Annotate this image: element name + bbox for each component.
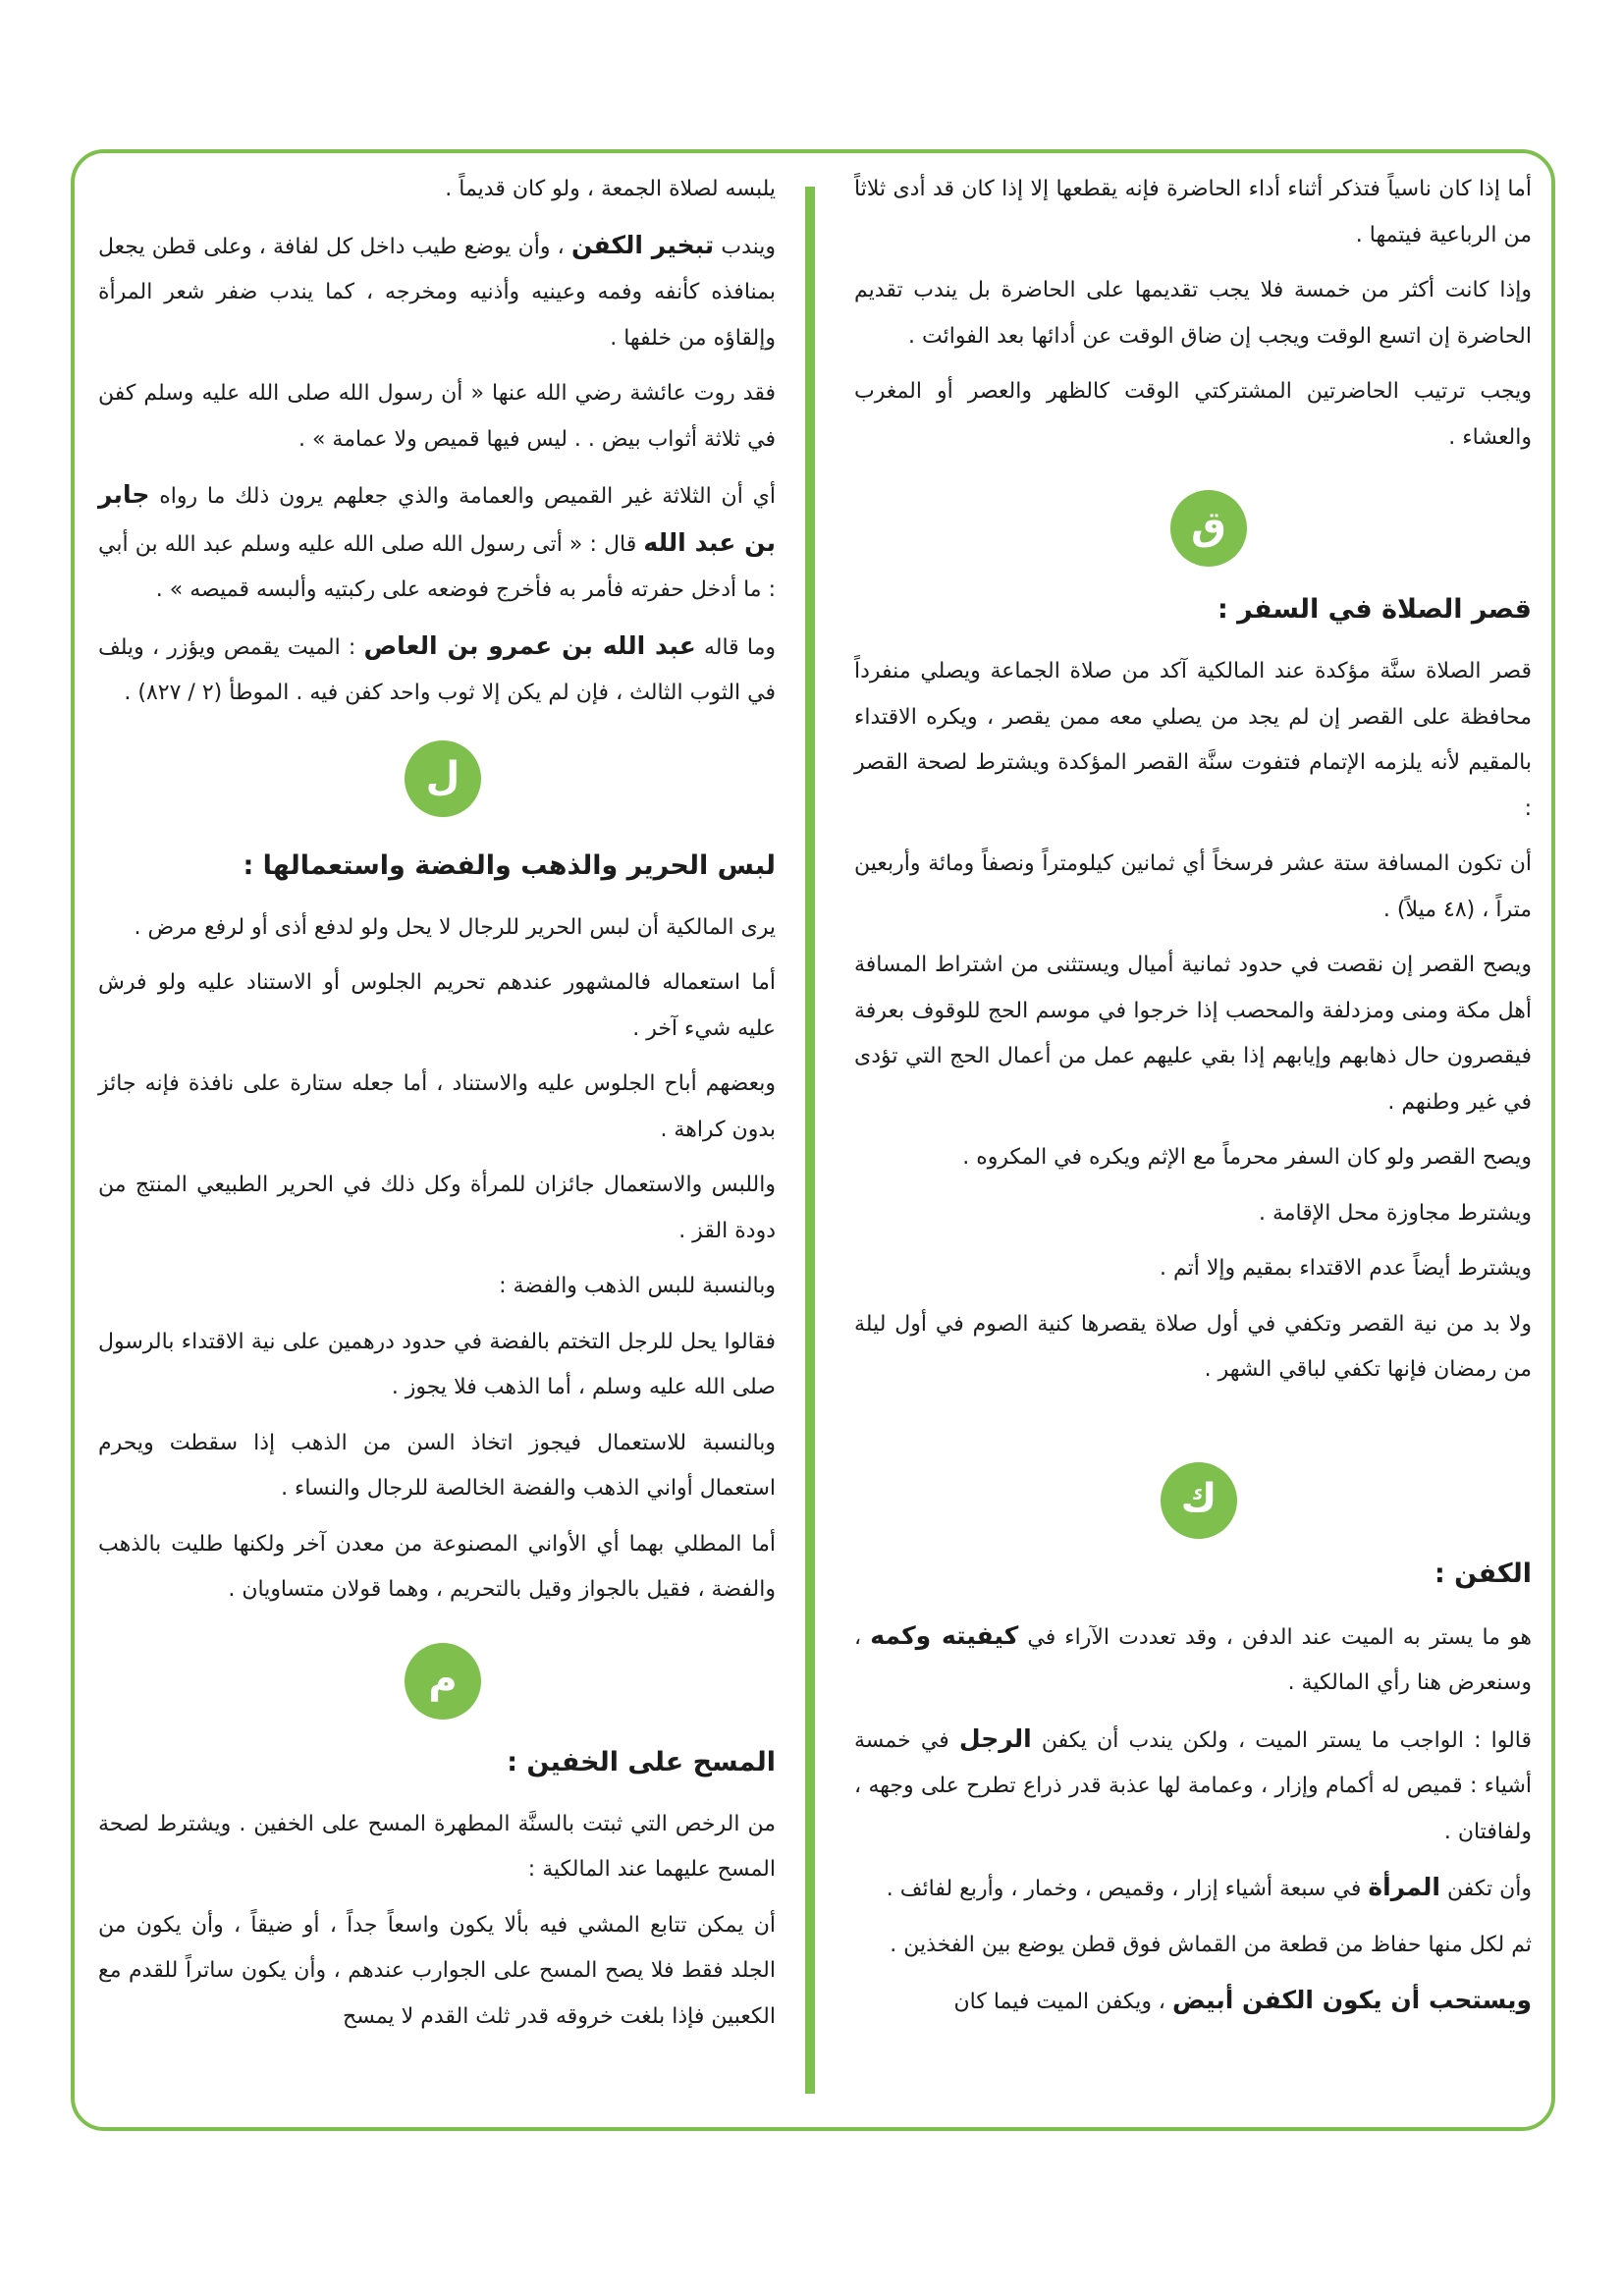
- section-marker: [854, 1403, 1532, 1551]
- paragraph: أن يمكن تتابع المشي فيه بألا يكون واسعاً جداً ، أو ضيقاً ، وأن يكون من الجلد فقط فلا يصح المسح على الجوارب عندهم ، وأن يكون ساتراً للقدم مع الكعبين فإذا بلغت خروقه قدر ثلث القدم لا يمسح: [98, 1912, 776, 2029]
- paragraph: يلبسه لصلاة الجمعة ، ولو كان قديماً .: [445, 177, 776, 201]
- paragraph: ويصح القصر إن نقصت في حدود ثمانية أميال ويستثنى من اشتراط المسافة أهل مكة ومنى ومزدلفة والمحصب إذا خرجوا في موسم الحج للوقوف بعرفة فيقصرون حال ذهابهم وإيابهم إذا بقي عليهم عمل من أعمال الحج التي تؤدى في غير وطنهم .: [854, 953, 1532, 1115]
- paragraph: ويشترط أيضاً عدم الاقتداء بمقيم وإلا أتم .: [1160, 1256, 1532, 1281]
- paragraph: أما استعماله فالمشهور عندهم تحريم الجلوس أو الاستناد عليه ولو فرش عليه شيء آخر .: [98, 970, 776, 1041]
- paragraph: ويندب تبخير الكفن ، وأن يوضع طيب داخل كل لفافة ، وعلى قطن يجعل بمنافذه كأنفه وفمه وعينيه وأذنيه ومخرجه ، كما يندب ضفر شعر المرأة وإلقاؤه من خلفها .: [98, 230, 777, 351]
- letter-badge-mim: م: [405, 1643, 481, 1720]
- paragraph: ويشترط مجاوزة محل الإقامة .: [1258, 1200, 1532, 1226]
- section-heading-masah: المسح على الخفين :: [507, 1746, 776, 1777]
- paragraph: وبالنسبة للاستعمال فيجوز اتخاذ السن من الذهب إذا سقطت ويحرم استعمال أواني الذهب والفضة الخالصة للرجال والنساء .: [98, 1430, 776, 1501]
- section-marker: [98, 727, 776, 843]
- paragraph: أما المطلي بهما أي الأواني المصنوعة من معدن آخر ولكنها طليت بالذهب والفضة ، فقيل بالجواز وقيل بالتحريم ، وهما قولان متساويان .: [98, 1531, 776, 1602]
- paragraph: وإذا كانت أكثر من خمسة فلا يجب تقديمها على الحاضرة بل يندب تقديم الحاضرة إن اتسع الوقت ويجب إن ضاق الوقت عن أدائها بعد الفوائت .: [854, 278, 1532, 349]
- paragraph: وبالنسبة للبس الذهب والفضة :: [499, 1274, 776, 1298]
- paragraph: أن تكون المسافة ستة عشر فرسخاً أي ثمانين كيلومتراً ونصفاً ومائة وأربعين متراً ، (٤٨ ميلاً) .: [854, 851, 1532, 922]
- right-column: [854, 167, 1532, 2036]
- left-column: [98, 167, 776, 2050]
- paragraph: ثم لكل منها حفاظ من قطعة من القماش فوق قطن يوضع بين الفخذين .: [890, 1932, 1532, 1957]
- letter-badge-qaf: ق: [1170, 490, 1247, 567]
- paragraph: من الرخص التي ثبتت بالسنَّة المطهرة المسح على الخفين . ويشترط لصحة المسح عليهما عند المالكية :: [98, 1811, 776, 1882]
- section-marker: [98, 1623, 776, 1739]
- paragraph: قالوا : الواجب ما يستر الميت ، ولكن يندب أن يكفن الرجل في خمسة أشياء : قميص له أكمام وإزار ، وعمامة لها عذبة قدر ذراع تطرح على وجهه ، ولفافتان .: [854, 1723, 1533, 1844]
- paragraph: ويستحب أن يكون الكفن أبيض ، ويكفن الميت فيما كان: [953, 1986, 1532, 2014]
- letter-badge-lam: ل: [405, 740, 481, 817]
- section-heading-kafan: الكفن :: [1434, 1558, 1532, 1589]
- section-heading-qasr: قصر الصلاة في السفر :: [1217, 594, 1532, 625]
- paragraph: أي أن الثلاثة غير القميص والعمامة والذي جعلهم يرون ذلك ما رواه جابر بن عبد الله قال : « أتى رسول الله صلى الله عليه وسلم عبد الله بن أبي : ما أدخل حفرته فأمر به فأخرج فوضعه على ركبتيه وألبسه قميصه » .: [98, 480, 777, 602]
- paragraph: فقالوا يحل للرجل التختم بالفضة في حدود درهمين على نية الاقتداء بالرسول صلى الله عليه وسلم ، أما الذهب فلا يجوز .: [98, 1329, 776, 1399]
- paragraph: قصر الصلاة سنَّة مؤكدة عند المالكية آكد من صلاة الجماعة ويصلي منفرداً محافظة على القصر إن لم يجد من يصلي معه ممن يقصر ، ويكره الاقتداء بالمقيم لأنه يلزمه الإتمام فتفوت سنَّة القصر المؤكدة ويشترط لصحة القصر :: [854, 659, 1532, 821]
- paragraph: ويجب ترتيب الحاضرتين المشتركتي الوقت كالظهر والعصر أو المغرب والعشاء .: [854, 379, 1532, 450]
- column-divider: [805, 187, 815, 2094]
- paragraph: وأن تكفن المرأة في سبعة أشياء إزار ، وقميص ، وخمار ، وأربع لفائف .: [886, 1873, 1532, 1901]
- paragraph: أما إذا كان ناسياً فتذكر أثناء أداء الحاضرة فإنه يقطعها إلا إذا كان قد أدى ثلاثاً من الرباعية فيتمها .: [854, 177, 1532, 247]
- paragraph: وما قاله عبد الله بن عمرو بن العاص : الميت يقمص ويؤزر ، ويلف في الثوب الثالث ، فإن لم يكن إلا ثوب واحد كفن فيه . الموطأ (٢ / ٨٢٧) .: [98, 630, 776, 705]
- paragraph: فقد روت عائشة رضي الله عنها « أن رسول الله صلى الله عليه وسلم كفن في ثلاثة أثواب بيض . . ليس فيها قميص ولا عمامة » .: [98, 381, 776, 452]
- paragraph: وبعضهم أباح الجلوس عليه والاستناد ، أما جعله ستارة على نافذة فإنه جائز بدون كراهة .: [98, 1071, 776, 1142]
- paragraph: واللبس والاستعمال جائزان للمرأة وكل ذلك في الحرير الطبيعي المنتج من دودة القز .: [98, 1173, 776, 1243]
- letter-badge-kaf: ك: [1161, 1462, 1237, 1539]
- paragraph: يرى المالكية أن لبس الحرير للرجال لا يحل ولو لدفع أذى أو لرفع مرض .: [134, 914, 776, 940]
- paragraph: ويصح القصر ولو كان السفر محرماً مع الإثم ويكره في المكروه .: [962, 1145, 1532, 1170]
- paragraph: هو ما يستر به الميت عند الدفن ، وقد تعددت الآراء في كيفيته وكمه ، وسنعرض هنا رأي المالكية .: [854, 1620, 1532, 1695]
- section-heading-harir: لبس الحرير والذهب والفضة واستعمالها :: [243, 849, 776, 881]
- section-marker: [854, 470, 1532, 586]
- paragraph: ولا بد من نية القصر وتكفي في أول صلاة يقصرها كنية الصوم في أول ليلة من رمضان فإنها تكفي لباقي الشهر .: [854, 1311, 1532, 1382]
